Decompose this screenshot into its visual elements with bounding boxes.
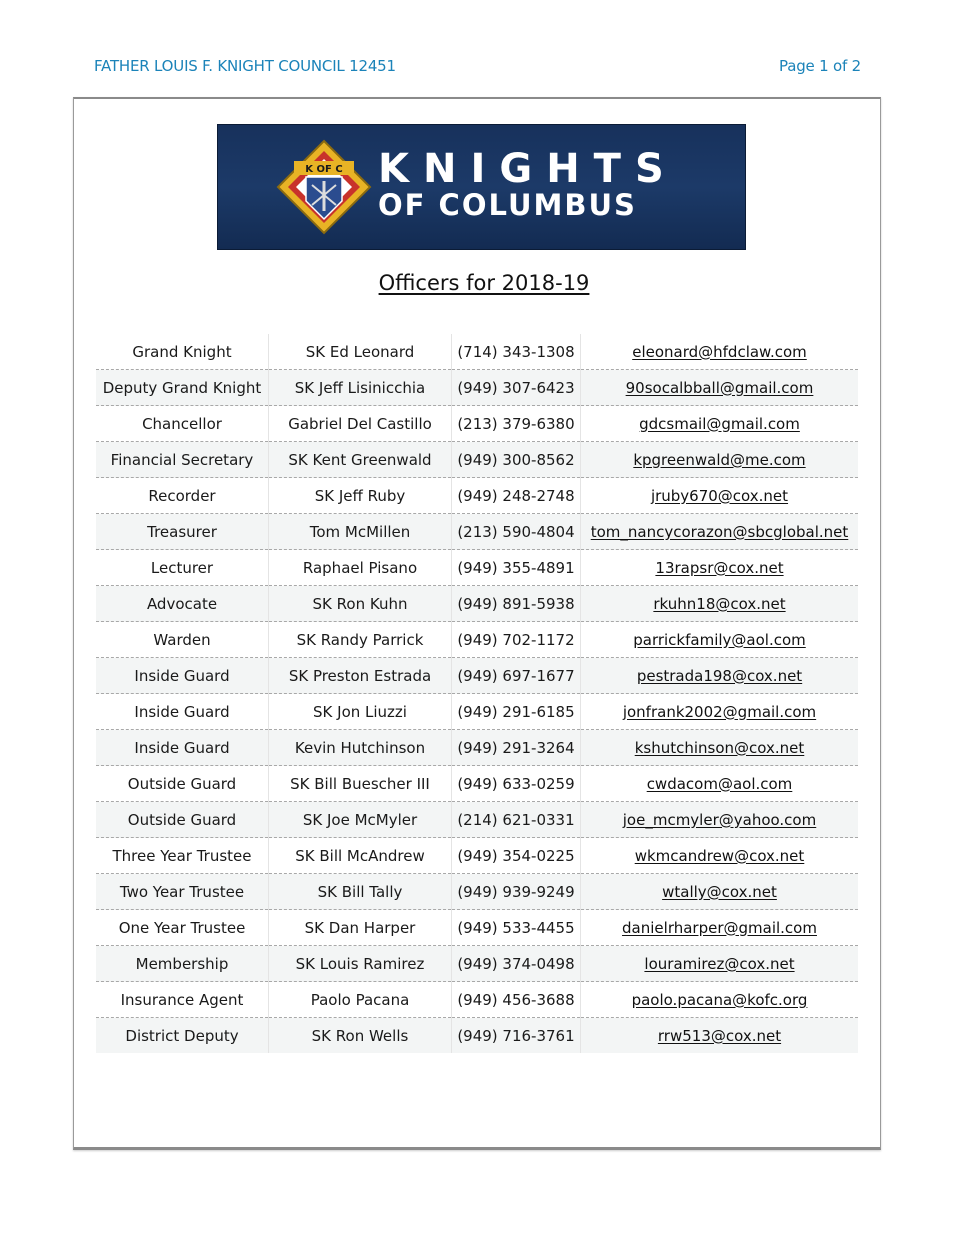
table-row [96,586,858,622]
officer-email-link[interactable]: louramirez@cox.net [644,954,795,973]
officer-email-link[interactable]: gdcsmail@gmail.com [639,414,800,433]
officer-name: SK Jeff Lisinicchia [269,370,452,406]
officer-role: Chancellor [96,406,269,442]
banner-line2: OF COLUMBUS [378,188,637,222]
officer-name: SK Ron Wells [269,1018,452,1054]
officer-email-link[interactable]: 13rapsr@cox.net [655,558,784,577]
table-row [96,550,858,586]
officer-role: Inside Guard [96,658,269,694]
officer-email-link[interactable]: parrickfamily@aol.com [633,630,806,649]
officer-email-cell [581,946,859,982]
officer-name: Raphael Pisano [269,550,452,586]
table-row [96,442,858,478]
officer-email-link[interactable]: kpgreenwald@me.com [633,450,806,469]
officer-role: Advocate [96,586,269,622]
officer-email-link[interactable]: danielrharper@gmail.com [622,918,817,937]
officer-role: Outside Guard [96,766,269,802]
table-row [96,1018,858,1054]
officer-role: Two Year Trustee [96,874,269,910]
officer-role: Recorder [96,478,269,514]
officer-phone: (949) 307-6423 [452,370,581,406]
council-name: FATHER LOUIS F. KNIGHT COUNCIL 12451 [94,57,396,75]
officer-name: SK Dan Harper [269,910,452,946]
officer-email-cell [581,442,859,478]
officer-email-link[interactable]: joe_mcmyler@yahoo.com [622,810,817,829]
banner-line1: KNIGHTS [378,146,678,192]
officer-name: SK Ron Kuhn [269,586,452,622]
page-title: Officers for 2018-19 [378,271,590,295]
officer-email-link[interactable]: eleonard@hfdclaw.com [632,342,807,361]
officer-role: Deputy Grand Knight [96,370,269,406]
officer-role: Insurance Agent [96,982,269,1018]
officer-phone: (949) 633-0259 [452,766,581,802]
officer-email-cell [581,406,859,442]
officer-phone: (714) 343-1308 [452,334,581,370]
table-row [96,802,858,838]
officer-name: SK Jon Liuzzi [269,694,452,730]
officer-phone: (949) 702-1172 [452,622,581,658]
officer-name: Gabriel Del Castillo [269,406,452,442]
officer-role: Outside Guard [96,802,269,838]
officer-name: SK Joe McMyler [269,802,452,838]
officer-role: Membership [96,946,269,982]
officer-phone: (949) 533-4455 [452,910,581,946]
officer-phone: (949) 291-3264 [452,730,581,766]
page-number: Page 1 of 2 [779,57,861,75]
officers-table [96,334,858,1053]
officer-email-cell [581,694,859,730]
officer-name: SK Jeff Ruby [269,478,452,514]
officer-email-cell [581,838,859,874]
officer-role: Financial Secretary [96,442,269,478]
officer-phone: (949) 354-0225 [452,838,581,874]
officer-name: SK Ed Leonard [269,334,452,370]
officer-name: SK Randy Parrick [269,622,452,658]
officer-email-cell [581,586,859,622]
table-row [96,946,858,982]
officer-phone: (949) 300-8562 [452,442,581,478]
officer-name: SK Bill Tally [269,874,452,910]
officer-role: Three Year Trustee [96,838,269,874]
table-row [96,730,858,766]
officer-name: SK Bill Buescher III [269,766,452,802]
officer-email-link[interactable]: wtally@cox.net [662,882,777,901]
officer-phone: (213) 379-6380 [452,406,581,442]
officer-email-cell [581,766,859,802]
officer-email-link[interactable]: 90socalbball@gmail.com [625,378,814,397]
officer-email-link[interactable]: kshutchinson@cox.net [634,738,805,757]
officer-email-cell [581,1018,859,1054]
officer-role: District Deputy [96,1018,269,1054]
table-row [96,370,858,406]
officer-name: SK Preston Estrada [269,658,452,694]
table-row [96,334,858,370]
officer-email-link[interactable]: pestrada198@cox.net [636,666,803,685]
table-row [96,658,858,694]
document-page [73,97,881,1150]
officer-email-cell [581,982,859,1018]
table-row [96,694,858,730]
officer-email-cell [581,622,859,658]
officer-role: Treasurer [96,514,269,550]
officer-email-link[interactable]: cwdacom@aol.com [646,774,793,793]
officer-email-link[interactable]: jonfrank2002@gmail.com [622,702,817,721]
officer-name: Kevin Hutchinson [269,730,452,766]
officer-name: SK Kent Greenwald [269,442,452,478]
kofc-emblem-icon [276,139,372,235]
table-row [96,766,858,802]
officer-email-link[interactable]: rkuhn18@cox.net [653,594,786,613]
officer-email-cell [581,514,859,550]
table-row [96,622,858,658]
officer-phone: (949) 374-0498 [452,946,581,982]
officer-email-link[interactable]: paolo.pacana@kofc.org [631,990,808,1009]
officer-phone: (949) 939-9249 [452,874,581,910]
officer-role: Warden [96,622,269,658]
officer-email-link[interactable]: rrw513@cox.net [657,1026,782,1045]
officer-phone: (949) 891-5938 [452,586,581,622]
officer-role: One Year Trustee [96,910,269,946]
officer-email-cell [581,550,859,586]
officer-email-link[interactable]: jruby670@cox.net [650,486,789,505]
officer-phone: (949) 716-3761 [452,1018,581,1054]
knights-of-columbus-banner [217,124,746,250]
officer-phone: (949) 697-1677 [452,658,581,694]
officer-email-cell [581,874,859,910]
table-row [96,406,858,442]
officer-phone: (949) 456-3688 [452,982,581,1018]
officer-role: Inside Guard [96,694,269,730]
officer-name: Tom McMillen [269,514,452,550]
officer-phone: (949) 355-4891 [452,550,581,586]
officer-role: Lecturer [96,550,269,586]
table-row [96,838,858,874]
officer-name: SK Louis Ramirez [269,946,452,982]
officer-email-cell [581,730,859,766]
officer-phone: (949) 248-2748 [452,478,581,514]
officer-name: Paolo Pacana [269,982,452,1018]
officer-email-cell [581,802,859,838]
officer-email-link[interactable]: wkmcandrew@cox.net [634,846,805,865]
table-row [96,514,858,550]
officer-name: SK Bill McAndrew [269,838,452,874]
officer-role: Grand Knight [96,334,269,370]
svg-text:K OF C: K OF C [305,164,343,175]
officer-phone: (213) 590-4804 [452,514,581,550]
officer-email-cell [581,478,859,514]
officer-email-cell [581,370,859,406]
officer-role: Inside Guard [96,730,269,766]
table-row [96,982,858,1018]
officer-phone: (214) 621-0331 [452,802,581,838]
table-row [96,478,858,514]
officer-phone: (949) 291-6185 [452,694,581,730]
table-row [96,910,858,946]
officer-email-cell [581,334,859,370]
officer-email-cell [581,658,859,694]
officer-email-link[interactable]: tom_nancycorazon@sbcglobal.net [590,522,849,541]
table-row [96,874,858,910]
officer-email-cell [581,910,859,946]
